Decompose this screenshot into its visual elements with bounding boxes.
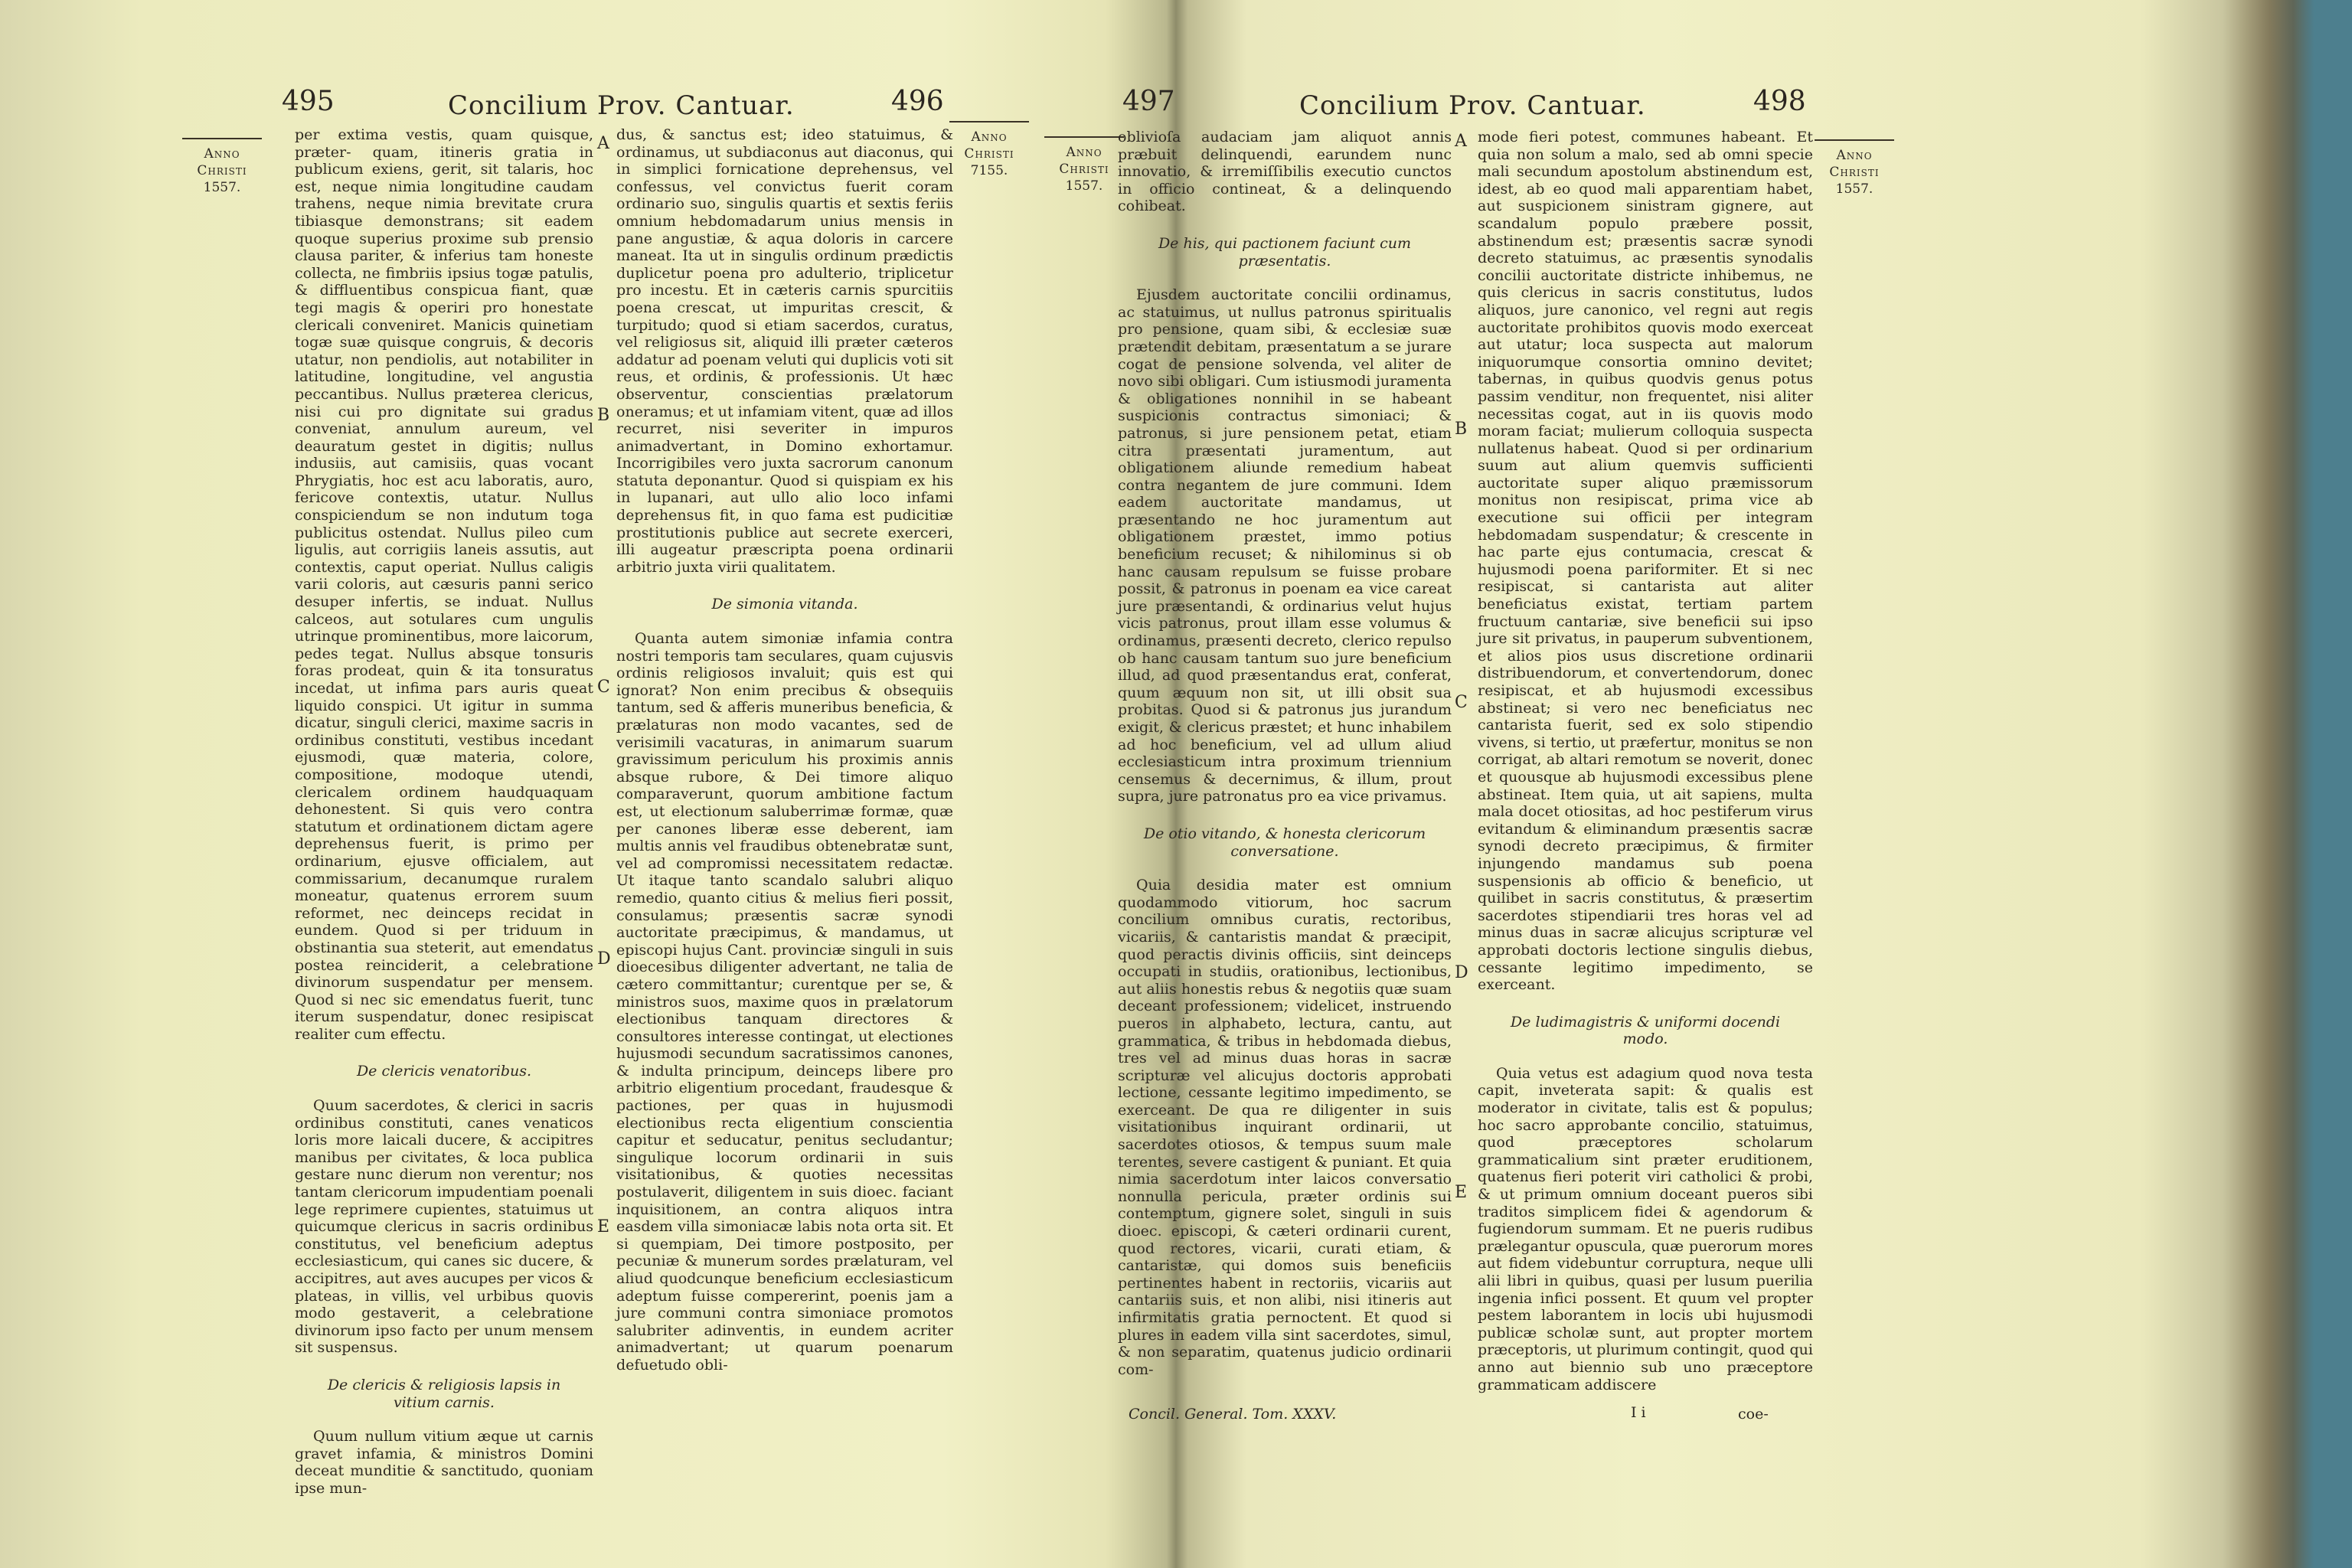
paragraph: per extima vestis, quam quisque, præter- quam, itineris gratia in publicum exiens, gerit, sit talaris, hoc est, neque nimia longitudine caudam trahens, neque nimia brevitate crura tibiasque demonstrans; sit eadem quoque superius proxime sub prensio clausa pariter, & inferius tam honeste collecta, ne fimbriis ipsius togæ patulis, & diffluentibus conspicua fiant, quæ tegi magis & operiri pro honestate clericali conveniret. Manicis quinetiam togæ suæ quisque congruis, & decoris utatur, non pendiolis, aut notabiliter in latitudine, longitudine, vel angustia peccantibus. Nullus præterea clericus, nisi cui pro dignitate sui gradus conveniat, annulum aureum, vel deauratum gestet in digitis; nullus indusiis, aut camisiis, quas vocant Phrygiatis, hoc est acu laboratis, auro, fericove contextis, utatur. Nullus conspiciendum se non indutum toga publicitus ostendat. Nullus pileo cum ligulis, aut corrigiis laneis assutis, aut contextis, caput operiat. Nullus caligis varii coloris, aut cæsuris panni serico desuper infertis, se induat. Nullus calceos, aut sotulares cum ungulis utrinque prominentibus, more laicorum, pedes tegat. Nullus absque tonsuris foras prodeat, quin & ita tonsuratus incedat, ut infima pars auris queat liquido conspici. Ut igitur in summa dicatur, singuli clerici, maxime sacris in ordinibus constituti, vestibus incedant ejusmodi, quæ materia, colore, compositione, modoque utendi, clericalem ordinem haudquaquam dehonestent. Si quis vero contra statutum et ordinationem dictam agere deprehensus fuerit, is primo per ordinarium, ejusve officialem, aut commissarium, decanumque ruralem moneatur, quatenus errorem suum reformet, nec deinceps recidat in eundem. Quod si per triduum in obstinantia sua steterit, aut emendatus postea reinciderit, a celebratione divinorum suspendatur per mensem. Quod si nec sic emendatus fuerit, tunc iterum suspendatur, donec resipiscat realiter cum effectu. [295, 126, 593, 1043]
margin-year-note: Anno Christi 1557. [1822, 139, 1886, 198]
margin-letter: E [597, 1217, 610, 1236]
left-page [0, 0, 1164, 1568]
footer-volume: Concil. General. Tom. XXXV. [1129, 1406, 1337, 1423]
text-column-2 [1478, 129, 1813, 1400]
section-heading: De clericis venatoribus. [356, 1063, 532, 1080]
paragraph: Quum sacerdotes, & clerici in sacris ordinibus constituti, canes venaticos loris more laicali ducere, & accipitres manibus per civitates, & loca publica gestare nunc dierum non verentur; nos tantam clericorum impudentiam poenali lege reprimere cupientes, statuimus ut quicumque clericus in sacris ordinibus constitutus, vel beneficium adeptus ecclesiasticum, qui canes sic ducere, & accipitres, aut aves aucupes per vicos & plateas, in villis, vel urbibus quovis modo gestaverit, a celebratione divinorum ipso facto per unum mensem sit suspensus. [295, 1097, 593, 1357]
margin-letter: D [1455, 963, 1468, 982]
page-number: 495 [282, 86, 335, 117]
margin-year-note: Anno Christi 7155. [957, 121, 1021, 179]
paragraph: Quia desidia mater est omnium quodammodo vitiorum, hoc sacrum concilium omnibus curatis, rectoribus, vicariis, & cantaristis mandat & præcipit, quod peractis divinis officiis, sint deinceps occupati in studiis, orationibus, lectionibus, aut aliis honestis rebus & negotiis quæ suam deceant professionem; videlicet, instruendo pueros in alphabeto, lectura, cantu, aut grammatica, & tribus in hebdomada diebus, tres vel ad minus duas horas in sacræ scripturæ vel alicujus doctoris approbati lectione, cessante legitimo impedimento, se exerceant. De qua re diligenter in suis visitationibus inquirant ordinarii, ut sacerdotes otiosos, & tempus suum male terentes, severe castigent & puniant. Et quia nimia sacerdotum inter laicos conversatio nonnulla pericula, præter ordinis sui contemptum, gignere solet, singuli in suis dioec. episcopi, & cæteri ordinarii curent, quod rectores, vicarii, curati etiam, & cantaristæ, qui domos suis beneficiis pertinentes habent in rectoriis, vicariis aut cantariis suis, et non alibi, nisi itineris aut infirmitatis gratia pernoctent. Et quod si plures in eadem villa sint sacerdotes, simul, & non separatim, quatenus judicio ordinarii com- [1118, 877, 1452, 1378]
text-column-1 [295, 126, 593, 1497]
paragraph: Quia vetus est adagium quod nova testa capit, inveterata sapit: & qualis est moderator in civitate, talis est & populus; hoc sacro approbante concilio, statuimus, quod præceptores scholarum grammaticalium sint præter eruditionem, quatenus fieri poterit viri catholici & probi, & ut primum omnium doceant pueros sibi traditos simplicem fidei & agendorum & fugiendorum summam. Et ne pueris rudibus prælegantur opuscula, quæ puerorum mores aut fidem videbuntur corruptura, neque ulli alii libri in quibus, quasi per lusum puerilia ingenia infici possent. Et quum vel propter pestem laborantem in locis ubi hujusmodi publicæ scholæ sunt, aut propter mortem præceptoris, ut plurimum contingit, quod qui anno aut biennio sub uno præceptore grammaticam addiscere [1478, 1064, 1813, 1393]
page-number: 496 [891, 86, 944, 117]
paragraph: Ejusdem auctoritate concilii ordinamus, ac statuimus, ut nullus patronus spiritualis pro pensione, quam sibi, & ecclesiæ suæ prætendit debitam, præsentatum a se jurare cogat de pensione solvenda, vel aliter de novo sibi obligari. Cum istiusmodi juramenta & obligationes nonnihil in se habeant suspicionis contractus simoniaci; & patronus, si jure pensionem petat, etiam citra præsentati juramentum, aut obligationem aliunde remedium habeat contra negantem de jure communi. Idem eadem auctoritate mandamus, ut præsentando ne hoc juramentum aut obligationem præstet, immo potius beneficium recuset; & nihilominus si ob hanc causam repulsum se fuisse probare possit, & patronus in poenam ea vice careat jure præsentandi, & ordinarius velut hujus vicis patronus, prout illam esse volumus & ordinamus, præsenti decreto, clerico repulso ob hanc causam tantum suo jure beneficium illud, ad quod præsentandus erat, conferat, quum æquum non sit, ut illi obsit sua probitas. Quod si & patronus jus jurandum exigit, & clericus præstet; et hunc inhabilem ad hoc beneficium, vel ad ullum aliud ecclesiasticum intra proximum triennium censemus & decernimus, & illum, prout supra, jure patronatus pro ea vice privamus. [1118, 286, 1452, 805]
margin-letter: E [1455, 1183, 1468, 1202]
footer-catchword: coe- [1738, 1406, 1769, 1423]
paragraph: Quum nullum vitium æque ut carnis gravet infamia, & ministros Domini deceat munditie & sanctitudo, quoniam ipse mun- [295, 1428, 593, 1497]
paragraph: oblivioſa audaciam jam aliquot annis præbuit delinquendi, earundem nunc innovatio, & irremiſſibilis executio cunctos in officio contineat, & a delinquendo cohibeat. [1118, 129, 1452, 215]
paragraph: mode fieri potest, communes habeant. Et quia non solum a malo, sed ab omni specie mali secundum apostolum abstinendum est, idest, ab eo quod mali apparentiam habet, aut suspicionem sinistram gignere, aut scandalum populo præbere possit, abstinendum est; præsentis sacræ synodi decreto statuimus, ac præsentis synodalis concilii auctoritate districte inhibemus, ne quis clericus in sacris constitutus, ludos aliquos, jure canonico, vel regni aut regis auctoritate prohibitos quovis modo exerceat aut utatur; loca suspecta aut malorum iniquorumque consortia omnino devitet; tabernas, in quibus quodvis genus potus passim venditur, non frequentet, nisi aliter necessitas cogat, aut in iis quovis modo moram faciat; mulierum colloquia suspecta nullatenus habeat. Quod si per ordinarium suum aut alium quemvis sufficienti auctoritate super aliquo præmissorum monitus non resipiscat, prima vice ab executione sui officii per integram hebdomadam suspendatur; & crescente in hac parte ejus contumacia, crescat & hujusmodi poena pariformiter. Et si nec resipiscat, si cantarista aut aliter beneficiatus existat, tertiam partem fructuum cantariæ, sive beneficii sui ipso jure sit privatus, in pauperum subventionem, et alios pios usus discretione ordinarii distribuendorum, et convertendorum, donec resipiscat, et ab hujusmodi excessibus abstineat; si vero nec beneficiatus nec cantarista fuerit, sed ex solo stipendio vivens, si tertio, ut præfertur, monitus se non corrigat, ab altari remotum se noverit, donec et quousque ab hujusmodi excessibus plene abstineat. Item quia, ut ait sapiens, multa mala docet otiositas, ad hoc pestiferum virus evitandum & eliminandum præsentis sacræ synodi decreto præcipimus, & firmiter injungendo mandamus sub poena suspensionis ab officio & beneficio, ut quilibet in sacris constitutus, & præsertim sacerdotes stipendiarii tres horas vel ad minus duas in sacræ alicujus scripturæ vel approbati doctoris lectione singulis diebus, cessante legitimo impedimento, se exerceant. [1478, 129, 1813, 994]
paragraph: dus, & sanctus est; ideo statuimus, & ordinamus, ut subdiaconus aut diaconus, qui in simplici fornicatione deprehensus, vel confessus, vel convictus fuerit coram ordinario suo, singulis quartis et sextis feriis omnium hebdomadarum unius mensis in pane angustiæ, & aqua doloris in carcere maneat. Ita ut in singulis ordinum prædictis duplicetur poena pro adulterio, triplicetur pro incestu. Et in cæteris carnis spurcitiis poena crescat, ut impuritas crescit, & turpitudo; quod si etiam sacerdos, curatus, vel religiosus sit, aliquid illi præter cæteros addatur ad poenam veluti qui duplicis voti sit reus, et ordinis, & professionis. Ut hæc observentur, conscientias prælatorum oneramus; et ut infamiam vitent, quæ ad illos recurret, nisi severiter in impuros animadvertant, in Domino exhortamur. Incorrigibiles vero juxta sacrorum canonum statuta deponantur. Quod si quispiam ex his in lupanari, aut ullo alio loco infami deprehensus fit, in quo fama est pudicitiæ prostitutionis publice aut secrete exerceri, illi augeatur præscripta poena ordinarii arbitrio juxta virii qualitatem. [616, 126, 953, 576]
section-heading: De his, qui pactionem faciunt cum præsentatis. [1158, 234, 1412, 270]
footer-signature: I i [1631, 1404, 1646, 1421]
margin-letter: B [597, 406, 610, 425]
running-head: Concilium Prov. Cantuar. [448, 90, 795, 121]
section-heading: De ludimagistris & uniformi docendi modo. [1510, 1013, 1781, 1048]
text-column-1 [1118, 129, 1452, 1400]
right-page [1035, 0, 2283, 1568]
paragraph: Quanta autem simoniæ infamia contra nostri temporis tam seculares, quam cujusvis ordinis religiosos invaluit; quis est qui ignorat? Non enim precibus & obsequiis tantum, sed & afferis muneribus beneficia, & prælaturas non modo vacantes, sed de verisimili vacaturas, in animarum suarum gravissimum periculum his proximis annis absque rubore, & Dei timore aliquo comparaverunt, quorum ambitione factum est, ut electionum saluberrimæ formæ, quæ per canones liberæ esse deberent, iam multis annis vel fraudibus obtenebratæ sunt, vel ad compromissi necessitatem redactæ. Ut itaque tanto scandalo salubri aliquo remedio, quanto citius & melius fieri possit, consulamus; præsentis sacræ synodi auctoritate præcipimus, & mandamus, ut episcopi hujus Cant. provinciæ singuli in suis dioecesibus diligenter advertant, ne talia de cætero committantur; curentque per se, & ministros suos, maxime quos in prælatorum electionibus tanquam directores & consultores interesse contingat, ut electiones hujusmodi secundum sacratissimos canones, & indulta principum, deinceps libere pro arbitrio eligentium procedant, fraudesque & pactiones, per quas in hujusmodi electionibus recta eligentium conscientia capitur et seducatur, penitus secludantur; singulique locorum ordinarii in suis visitationibus, & quoties necessitas postulaverit, diligentem in suis dioec. faciant inquisitionem, an contra aliquos intra easdem villa simoniacæ labis nota orta sit. Et si quempiam, Dei timore postposito, per pecuniæ & munerum sordes prælaturam, vel aliud quodcunque beneficium ecclesiasticum adeptum fuisse compererint, poenis jam a jure communi contra simoniace promotos salubriter adinventis, in eundem acriter animadvertant; ut quarum poenarum defuetudo obli- [616, 630, 953, 1374]
section-heading: De simonia vitanda. [711, 596, 858, 613]
margin-letter: D [597, 949, 611, 969]
margin-year-note: Anno Christi 1557. [1052, 136, 1116, 194]
margin-letter: A [597, 134, 609, 153]
page-number: 497 [1122, 86, 1175, 117]
page-number: 498 [1753, 86, 1806, 117]
running-head: Concilium Prov. Cantuar. [1299, 90, 1646, 121]
margin-letter: C [1455, 693, 1468, 712]
margin-year-note: Anno Christi 1557. [190, 138, 254, 196]
section-heading: De otio vitando, & honesta clericorum conversatione. [1143, 825, 1426, 860]
margin-letter: A [1455, 132, 1467, 151]
margin-letter: B [1455, 420, 1468, 439]
margin-letter: C [597, 678, 610, 697]
section-heading: De clericis & religiosis lapsis in vitium carnis. [327, 1376, 561, 1411]
text-column-2 [616, 126, 953, 1420]
